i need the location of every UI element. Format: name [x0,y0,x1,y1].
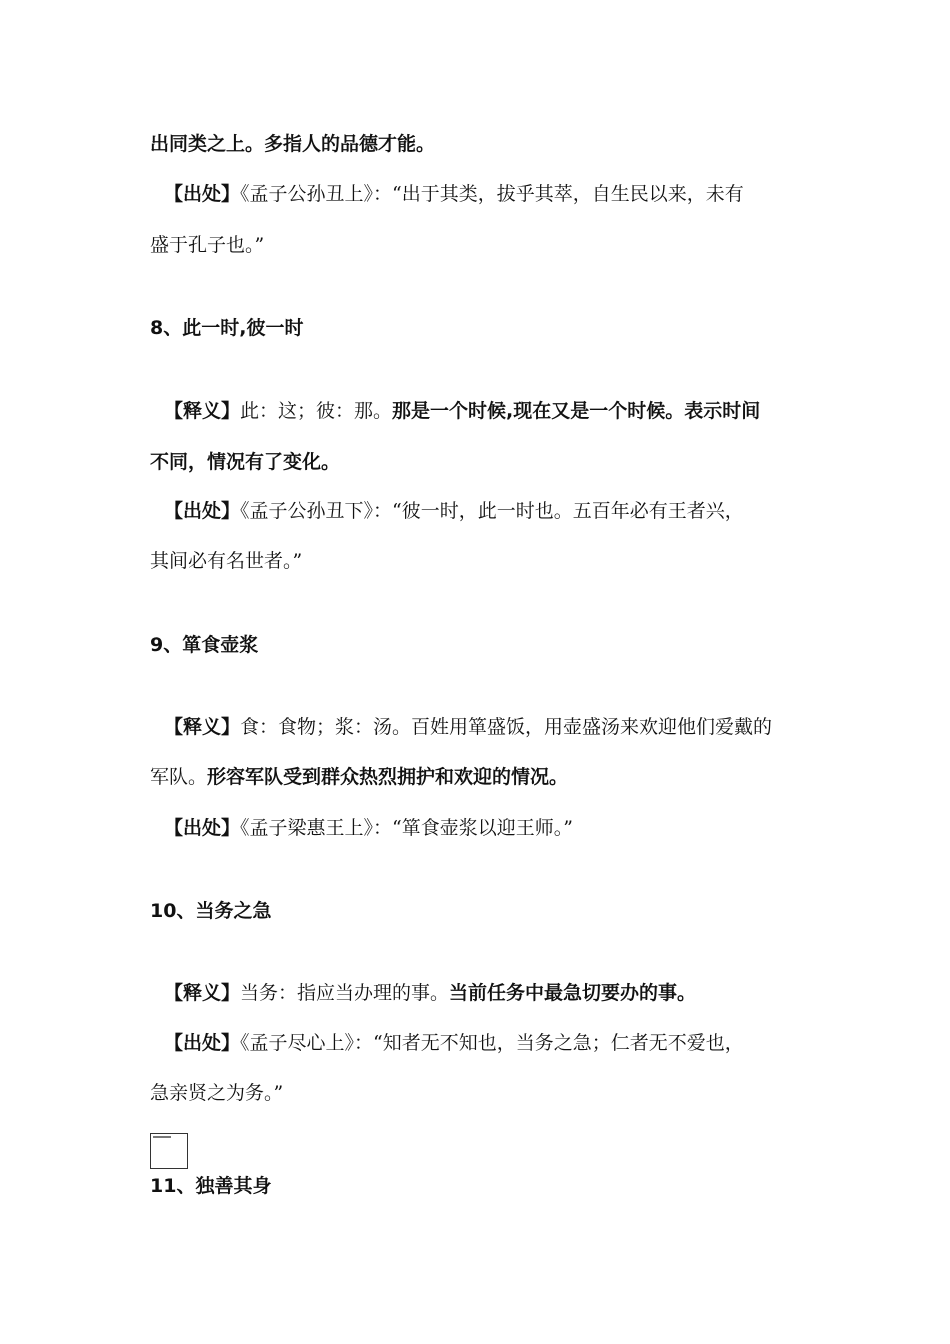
definition-text: 当务：指应当办理的事。 [240,982,450,1004]
item8-source-line2: 其间必有名世者。” [150,550,303,572]
definition-bold: 那是一个时候,现在又是一个时候。表示时间 [392,400,761,422]
definition-text: 食：食物；浆：汤。百姓用箪盛饭，用壶盛汤来欢迎他们爱戴的 [240,716,773,738]
item9-heading: 9、箪食壶浆 [150,634,259,656]
p7-source-line2: 盛于孔子也。” [150,234,265,256]
definition-tag: 【释义】 [164,716,241,738]
item8-heading: 8、此一时,彼一时 [150,317,304,339]
item8-source-line1 [164,498,744,524]
item9-def-line1 [164,714,772,740]
item11-heading: 11、独善其身 [150,1175,272,1197]
definition-bold: 形容军队受到群众热烈拥护和欢迎的情况。 [207,766,569,788]
definition-tag: 【释义】 [164,400,241,422]
source-text: 《孟子尽心上》：“知者无不知也，当务之急；仁者无不爱也， [240,1032,744,1054]
definition-bold: 当前任务中最急切要办的事。 [449,982,697,1004]
source-tag: 【出处】 [164,1032,241,1054]
p7-continuation: 出同类之上。多指人的品德才能。 [150,133,436,155]
p7-source-line1 [164,181,744,207]
source-tag: 【出处】 [164,500,241,522]
item10-source-line2: 急亲贤之为务。” [150,1082,284,1104]
source-text: 《孟子公孙丑上》：“出于其类，拔乎其萃，自生民以来，未有 [240,183,744,205]
item8-def-line2: 不同，情况有了变化。 [150,451,341,473]
definition-tag: 【释义】 [164,982,241,1004]
item9-source-line1 [164,815,573,841]
item9-def-line2 [150,764,568,790]
source-text: 《孟子公孙丑下》：“彼一时，此一时也。五百年必有王者兴， [240,500,744,522]
item10-source-line1 [164,1030,744,1056]
item10-def-line1 [164,980,696,1006]
item10-heading: 10、当务之急 [150,900,272,922]
image-placeholder [150,1133,188,1169]
definition-text: 军队。 [150,766,208,788]
source-tag: 【出处】 [164,817,241,839]
source-tag: 【出处】 [164,183,241,205]
source-text: 《孟子梁惠王上》：“箪食壶浆以迎王师。” [240,817,573,839]
item8-def-line1 [164,398,760,424]
image-placeholder-mark [153,1136,171,1138]
definition-text: 此：这；彼：那。 [240,400,393,422]
